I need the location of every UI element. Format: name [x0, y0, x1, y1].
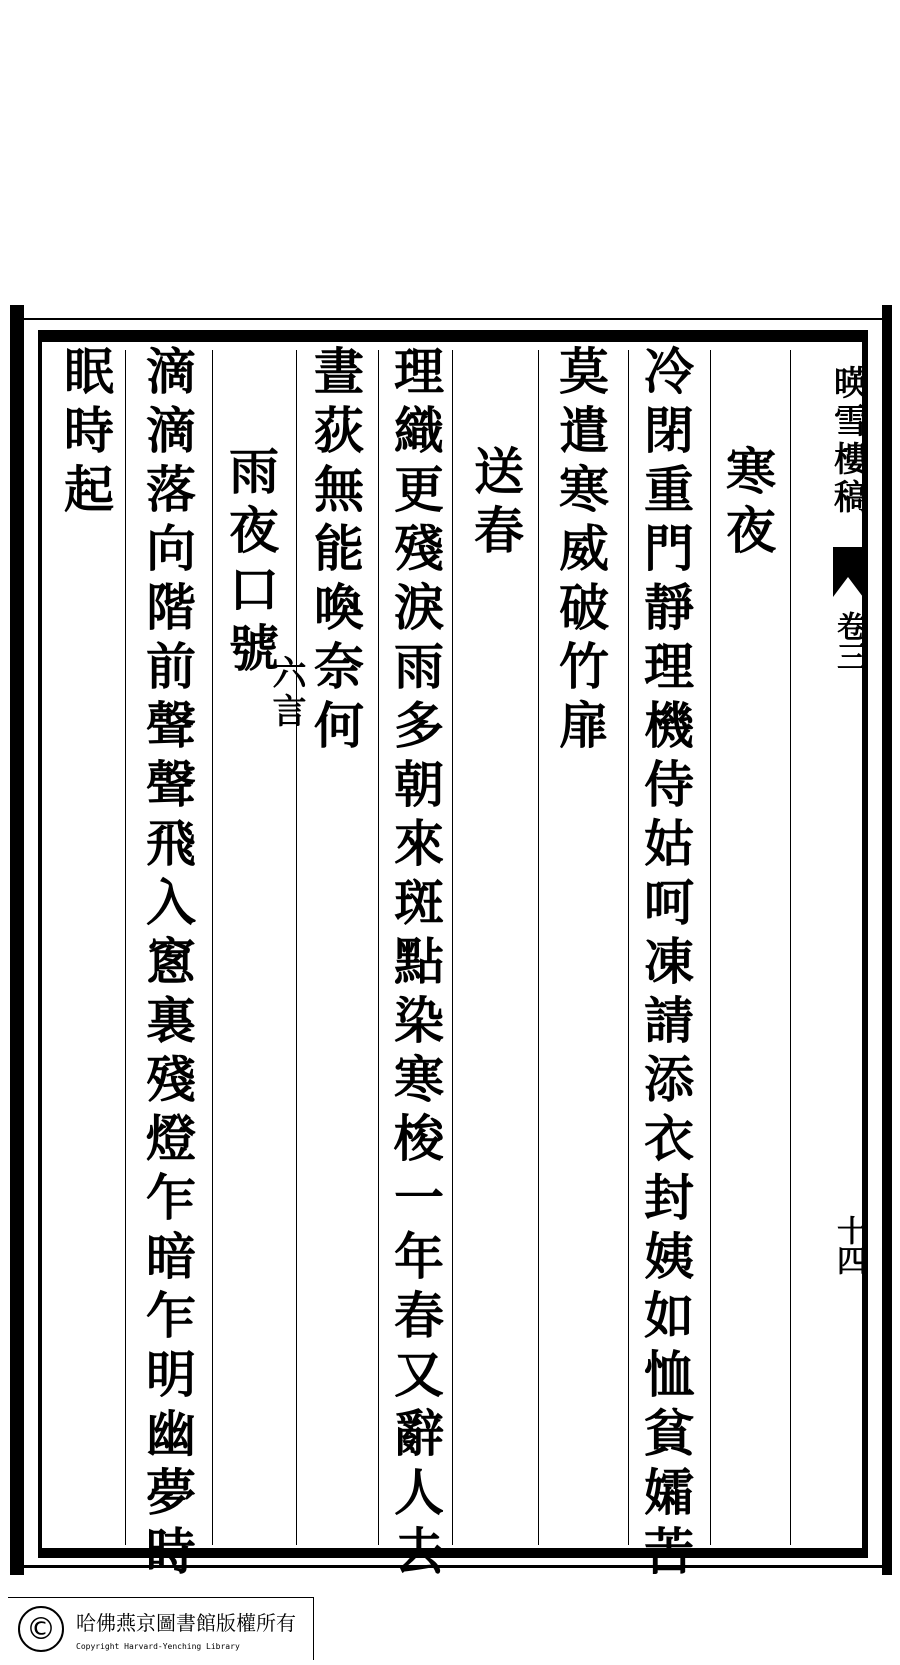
column-divider: [710, 350, 711, 1545]
poem-line: 滴滴落向階前聲聲飛入窻裏殘燈乍暗乍明幽夢時: [138, 345, 197, 1584]
poem-line: 冷閉重門靜理機侍姑呵凍請添衣封姨如恤貧孀苦: [636, 345, 695, 1584]
copyright-stamp: [8, 1597, 314, 1660]
book-title: 暎雪樓稿: [827, 365, 868, 517]
poem-line: 莫遣寒威破竹扉: [551, 345, 610, 758]
column-divider: [452, 350, 453, 1545]
outer-right-border: [882, 305, 892, 1575]
column-divider: [125, 350, 126, 1545]
poem-title: 送春: [466, 445, 525, 563]
column-divider: [538, 350, 539, 1545]
copyright-text: [76, 1607, 296, 1651]
top-thin-rule: [24, 318, 884, 320]
block-margin-center: [827, 345, 868, 1545]
inner-left-border: [38, 330, 42, 1555]
copyright-chinese: 哈佛燕京圖書館版權所有: [76, 1611, 296, 1635]
column-divider: [628, 350, 629, 1545]
page-number: 十四: [831, 1215, 866, 1275]
fish-tail-icon: [833, 547, 863, 597]
column-divider: [378, 350, 379, 1545]
top-border-rule: [38, 330, 868, 342]
outer-left-border: [10, 305, 24, 1575]
copyright-english: Copyright Harvard-Yenching Library: [76, 1642, 240, 1651]
poem-title: 寒夜: [718, 445, 777, 563]
poem-title: 雨夜口號: [221, 445, 280, 681]
column-divider: [212, 350, 213, 1545]
poem-line: 理織更殘淚雨多朝來斑點染寒梭一年春又辭人去: [386, 345, 445, 1584]
column-divider: [790, 350, 791, 1545]
column-divider: [296, 350, 297, 1545]
poem-line: 晝荻無能喚奈何: [306, 345, 365, 758]
copyright-icon: ©: [18, 1606, 64, 1652]
poem-line: 眠時起: [56, 345, 115, 522]
poem-title-note: 六言: [266, 655, 306, 731]
volume-label: 卷三: [831, 611, 866, 671]
